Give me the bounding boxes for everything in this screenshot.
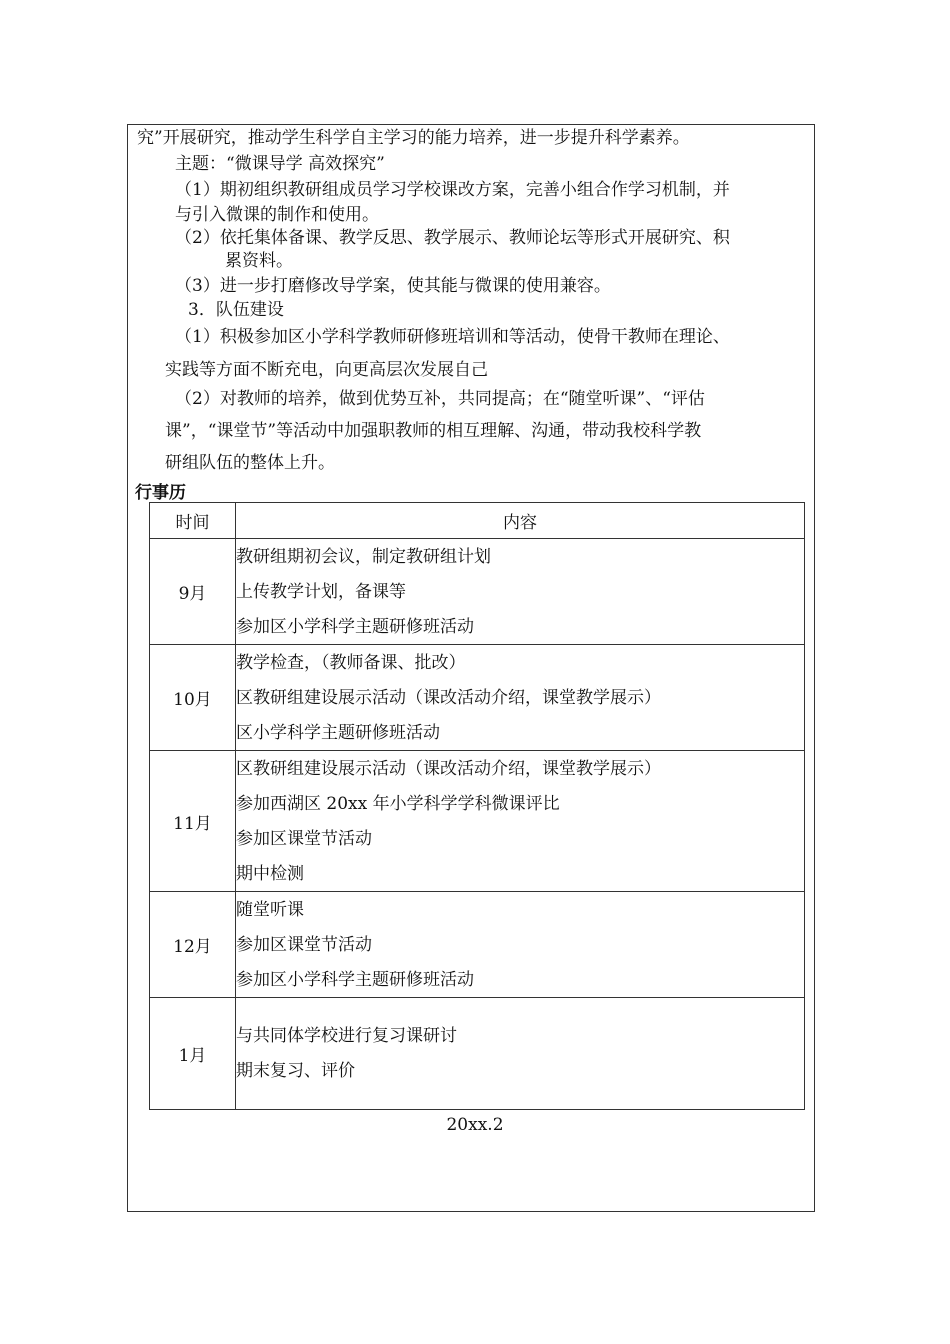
- list-item: 参加区课堂节活动: [236, 934, 372, 955]
- content-column-header: 内容: [236, 503, 805, 539]
- content-cell: [236, 539, 805, 645]
- list-item: 与共同体学校进行复习课研讨: [236, 1026, 457, 1046]
- body-line: 累资料。: [225, 251, 293, 271]
- body-line: 究”开展研究，推动学生科学自主学习的能力培养，进一步提升科学素养。: [137, 128, 690, 148]
- content-cell: [236, 751, 805, 892]
- list-item: 参加区小学科学主题研修班活动: [236, 616, 474, 637]
- month-cell: 11月: [150, 751, 236, 892]
- list-item: 区教研组建设展示活动（课改活动介绍，课堂教学展示）: [236, 758, 661, 779]
- list-item: 参加西湖区 20xx 年小学科学学科微课评比: [236, 793, 560, 814]
- body-line: （3）进一步打磨修改导学案，使其能与微课的使用兼容。: [175, 276, 611, 296]
- table-row: [150, 892, 805, 998]
- table-row: [150, 751, 805, 892]
- list-item: 教研组期初会议，制定教研组计划: [236, 546, 491, 567]
- section-heading: 3．队伍建设: [188, 300, 284, 320]
- footer-date: 20xx.2: [446, 1115, 504, 1135]
- list-item: 随堂听课: [236, 899, 304, 920]
- month-cell: 10月: [150, 645, 236, 751]
- body-line: 课”，“课堂节”等活动中加强职教师的相互理解、沟通，带动我校科学教: [165, 421, 702, 441]
- calendar-heading: 行事历: [135, 483, 186, 503]
- content-cell: [236, 645, 805, 751]
- list-item: 期末复习、评价: [236, 1061, 355, 1081]
- table-header-row: [150, 503, 805, 539]
- table-row: [150, 539, 805, 645]
- body-line: 研组队伍的整体上升。: [165, 453, 335, 473]
- month-cell: 1月: [150, 998, 236, 1110]
- list-item: 参加区小学科学主题研修班活动: [236, 969, 474, 990]
- month-cell: 12月: [150, 892, 236, 998]
- list-item: 参加区课堂节活动: [236, 828, 372, 849]
- content-cell: [236, 998, 805, 1110]
- list-item: 区教研组建设展示活动（课改活动介绍，课堂教学展示）: [236, 687, 661, 708]
- body-line: 与引入微课的制作和使用。: [175, 205, 379, 225]
- calendar-table: [149, 502, 805, 1110]
- body-line: （2）依托集体备课、教学反思、教学展示、教师论坛等形式开展研究、积: [175, 228, 730, 248]
- body-line: 实践等方面不断充电，向更高层次发展自己: [165, 360, 488, 380]
- table-row: [150, 998, 805, 1110]
- body-line: （1）积极参加区小学科学教师研修班培训和等活动，使骨干教师在理论、: [175, 327, 730, 347]
- body-line: （1）期初组织教研组成员学习学校课改方案，完善小组合作学习机制，并: [175, 180, 730, 200]
- body-line: （2）对教师的培养，做到优势互补，共同提高；在“随堂听课”、“评估: [175, 389, 705, 409]
- list-item: 上传教学计划，备课等: [236, 581, 406, 602]
- content-cell: [236, 892, 805, 998]
- list-item: 区小学科学主题研修班活动: [236, 722, 440, 743]
- theme-line: 主题：“微课导学 高效探究”: [175, 154, 385, 174]
- time-column-header: 时间: [150, 503, 236, 539]
- list-item: 期中检测: [236, 863, 304, 884]
- table-row: [150, 645, 805, 751]
- month-cell: 9月: [150, 539, 236, 645]
- list-item: 教学检查，（教师备课、批改）: [236, 652, 466, 673]
